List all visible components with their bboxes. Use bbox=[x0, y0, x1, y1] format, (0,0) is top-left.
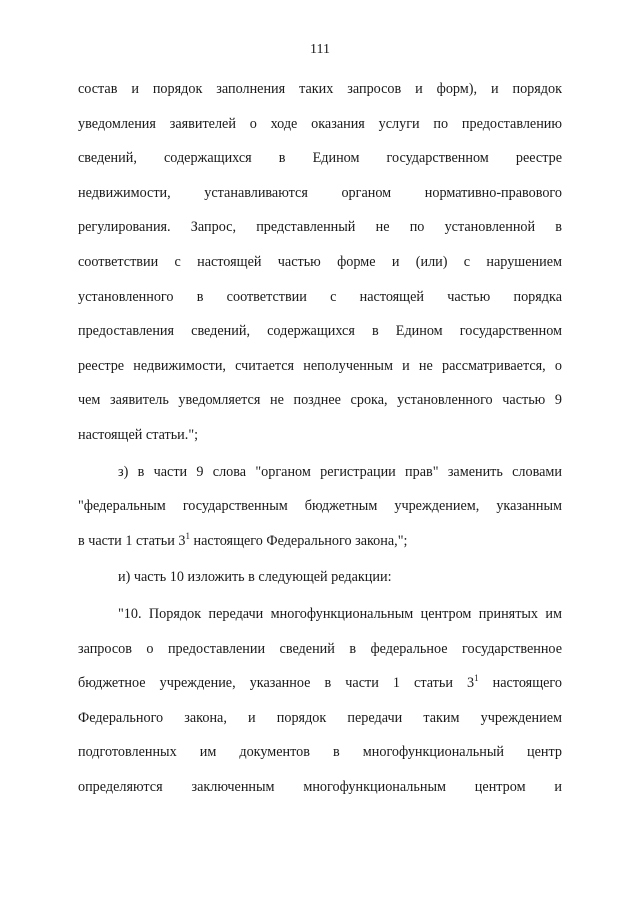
text-line: определяются заключенным многофункциональным центром и bbox=[78, 778, 562, 795]
paragraph-4 bbox=[78, 597, 562, 805]
text-line: предоставления сведений, содержащихся в Едином государственном bbox=[78, 323, 562, 340]
text-line: "федеральным государственным бюджетным учреждением, указанным bbox=[78, 498, 562, 515]
text-line: уведомления заявителей о ходе оказания услуги по предоставлению bbox=[78, 115, 562, 132]
paragraph-2 bbox=[78, 455, 562, 559]
text-line: настоящей статьи."; bbox=[78, 426, 199, 443]
text-fragment: настоящего Федерального закона,"; bbox=[189, 532, 408, 549]
text-fragment: настоящего bbox=[478, 675, 562, 692]
text-line: з) в части 9 слова "органом регистрации прав" заменить словами bbox=[118, 463, 562, 480]
text-line-with-superscript bbox=[78, 524, 562, 559]
text-line: сведений, содержащихся в Едином государственном реестре bbox=[78, 150, 562, 167]
page-number: 111 bbox=[310, 42, 330, 57]
text-line: реестре недвижимости, считается неполученным и не рассматривается, о bbox=[78, 357, 562, 374]
paragraph-3 bbox=[78, 560, 562, 595]
text-line: регулирования. Запрос, представленный не по установленной в bbox=[78, 219, 562, 236]
text-line: "10. Порядок передачи многофункциональным центром принятых им bbox=[118, 605, 562, 622]
text-line: чем заявитель уведомляется не позднее срока, установленного частью 9 bbox=[78, 392, 562, 409]
text-line: и) часть 10 изложить в следующей редакции: bbox=[118, 569, 392, 586]
text-line: подготовленных им документов в многофункциональный центр bbox=[78, 744, 562, 761]
text-line: соответствии с настоящей частью форме и (или) с нарушением bbox=[78, 253, 562, 270]
text-line: состав и порядок заполнения таких запросов и форм), и порядок bbox=[78, 81, 562, 97]
superscript: 1 bbox=[474, 673, 479, 684]
text-fragment: в части 1 статьи 3 bbox=[78, 532, 186, 549]
text-line: установленного в соответствии с настоящей частью порядка bbox=[78, 288, 562, 305]
superscript: 1 bbox=[185, 530, 190, 541]
text-line: недвижимости, устанавливаются органом нормативно-правового bbox=[78, 184, 562, 201]
text-fragment: бюджетное учреждение, указанное в части 1 статьи 3 bbox=[78, 675, 475, 692]
text-line-with-superscript bbox=[78, 666, 562, 701]
text-line: запросов о предоставлении сведений в федеральное государственное bbox=[78, 640, 562, 657]
paragraph-1 bbox=[78, 72, 562, 453]
text-line: Федерального закона, и порядок передачи таким учреждением bbox=[78, 709, 562, 726]
document-body bbox=[78, 72, 562, 804]
